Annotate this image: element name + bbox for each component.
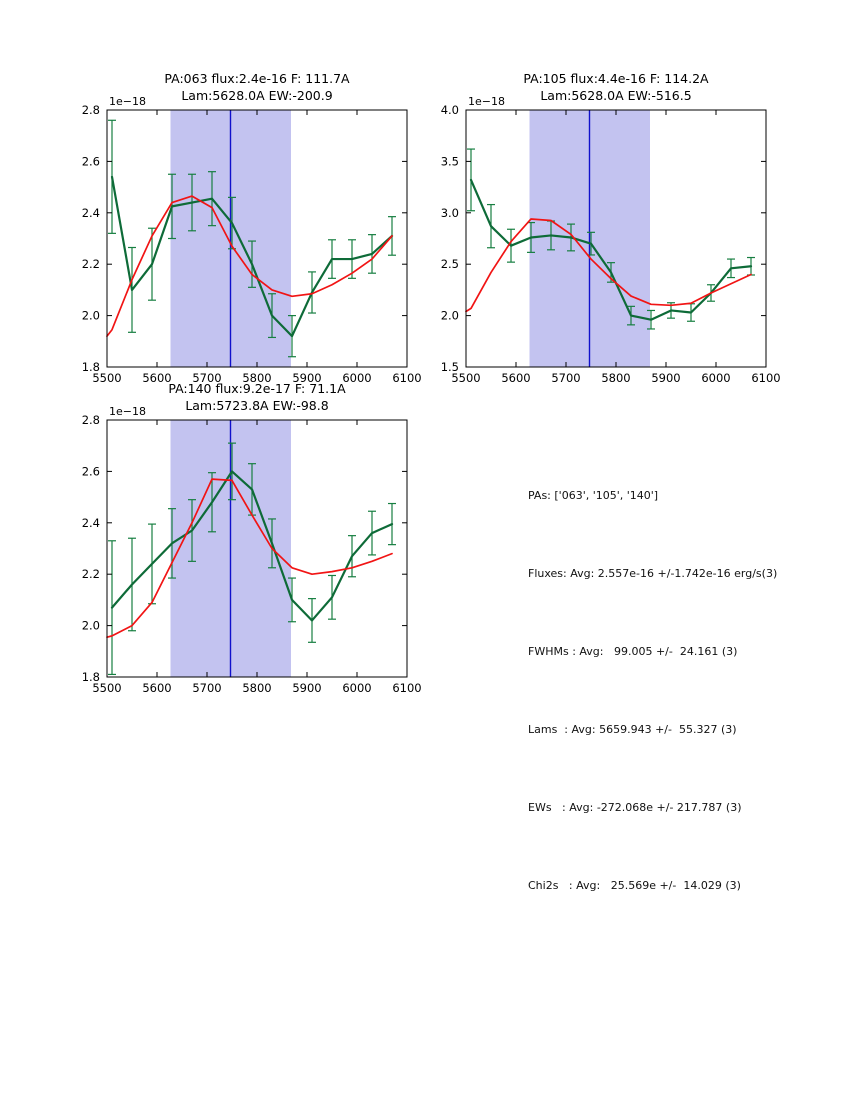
stats-line-pas: PAs: ['063', '105', '140'] xyxy=(528,489,659,502)
x-tick-label: 5500 xyxy=(92,371,122,385)
x-tick-label: 6100 xyxy=(392,371,422,385)
x-tick-label: 6100 xyxy=(392,681,422,695)
y-tick-label: 4.0 xyxy=(440,103,459,117)
y-tick-label: 1.8 xyxy=(81,670,100,684)
stats-panel xyxy=(528,431,777,951)
stats-line-lams: Lams : Avg: 5659.943 +/- 55.327 (3) xyxy=(528,723,737,736)
y-tick-label: 2.0 xyxy=(81,308,100,323)
y-tick-label: 1.5 xyxy=(440,360,459,374)
chart-pa-063 xyxy=(57,62,422,392)
y-tick-label: 2.4 xyxy=(81,515,100,530)
x-tick-label: 5900 xyxy=(292,681,322,695)
x-tick-label: 5500 xyxy=(92,681,122,695)
x-tick-label: 5800 xyxy=(242,681,272,695)
y-tick-label: 2.6 xyxy=(81,464,100,479)
stats-line-fwhms: FWHMs : Avg: 99.005 +/- 24.161 (3) xyxy=(528,645,738,658)
x-tick-label: 5900 xyxy=(292,371,322,385)
x-tick-label: 5800 xyxy=(601,371,631,385)
y-tick-label: 2.0 xyxy=(81,618,100,633)
x-tick-label: 6000 xyxy=(342,681,372,695)
y-tick-label: 2.2 xyxy=(81,257,100,272)
y-axis-offset-label: 1e−18 xyxy=(109,95,146,108)
y-tick-label: 2.8 xyxy=(81,103,100,117)
y-tick-label: 3.0 xyxy=(440,205,459,220)
chart-title-line2: Lam:5628.0A EW:-516.5 xyxy=(540,88,692,103)
y-axis-offset-label: 1e−18 xyxy=(468,95,505,108)
stats-line-chi2s: Chi2s : Avg: 25.569e +/- 14.029 (3) xyxy=(528,879,741,892)
y-tick-label: 1.8 xyxy=(81,360,100,374)
y-tick-label: 2.8 xyxy=(81,413,100,427)
y-tick-label: 3.5 xyxy=(440,154,459,169)
x-tick-label: 5600 xyxy=(142,681,172,695)
x-tick-label: 6000 xyxy=(342,371,372,385)
chart-title-line2: Lam:5628.0A EW:-200.9 xyxy=(181,88,333,103)
x-tick-label: 5600 xyxy=(142,371,172,385)
x-tick-label: 5500 xyxy=(451,371,481,385)
x-tick-label: 5700 xyxy=(192,681,222,695)
stats-line-fluxes: Fluxes: Avg: 2.557e-16 +/-1.742e-16 erg/s(3) xyxy=(528,567,778,580)
chart-title-line1: PA:105 flux:4.4e-16 F: 114.2A xyxy=(523,71,709,86)
x-tick-label: 5700 xyxy=(192,371,222,385)
chart-title-line1: PA:063 flux:2.4e-16 F: 111.7A xyxy=(164,71,350,86)
y-tick-label: 2.6 xyxy=(81,154,100,169)
chart-pa-105 xyxy=(416,62,781,392)
y-tick-label: 2.4 xyxy=(81,205,100,220)
stats-line-ews: EWs : Avg: -272.068e +/- 217.787 (3) xyxy=(528,801,742,814)
y-tick-label: 2.0 xyxy=(440,308,459,323)
x-tick-label: 5800 xyxy=(242,371,272,385)
x-tick-label: 6000 xyxy=(701,371,731,385)
x-tick-label: 5700 xyxy=(551,371,581,385)
y-axis-offset-label: 1e−18 xyxy=(109,405,146,418)
x-tick-label: 5900 xyxy=(651,371,681,385)
chart-title-line1: PA:140 flux:9.2e-17 F: 71.1A xyxy=(168,381,346,396)
x-tick-label: 6100 xyxy=(751,371,781,385)
chart-title-line2: Lam:5723.8A EW:-98.8 xyxy=(185,398,329,413)
chart-pa-140 xyxy=(57,372,422,702)
x-tick-label: 5600 xyxy=(501,371,531,385)
y-tick-label: 2.5 xyxy=(440,257,459,272)
y-tick-label: 2.2 xyxy=(81,567,100,582)
